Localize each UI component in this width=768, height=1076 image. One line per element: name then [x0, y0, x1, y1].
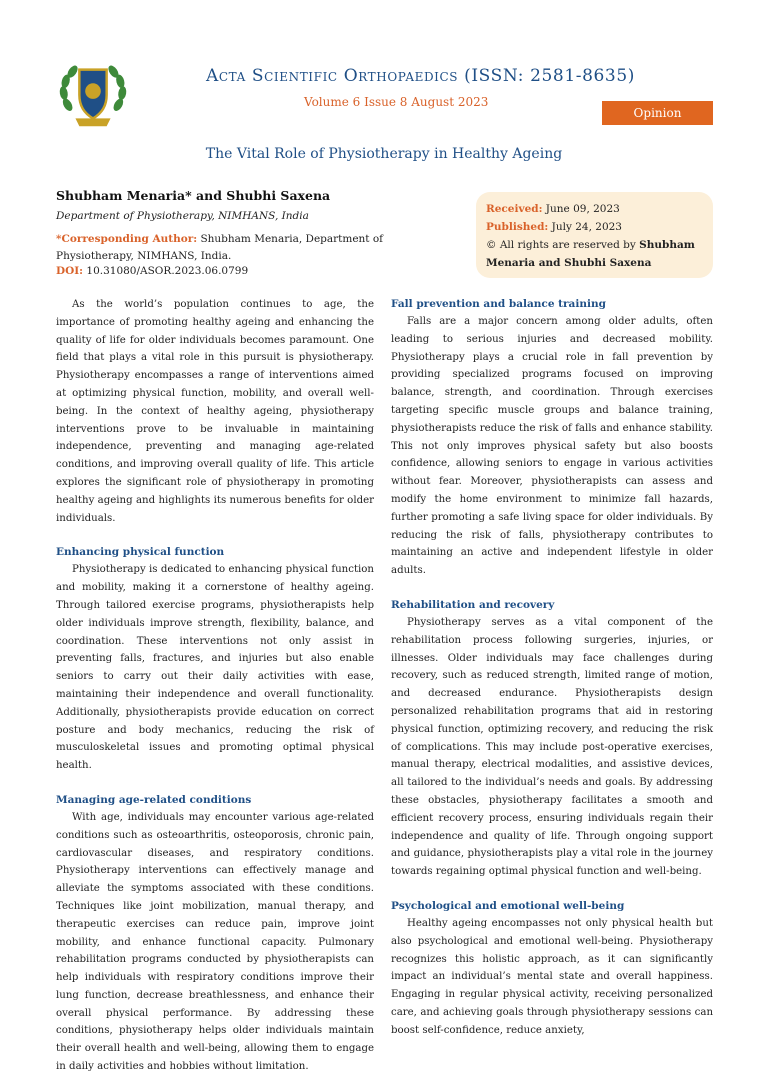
journal-logo: [54, 56, 132, 134]
article-title: The Vital Role of Physiotherapy in Healthy Ageing: [205, 146, 563, 162]
affiliation: Department of Physiotherapy, NIMHANS, India: [56, 210, 309, 222]
published-label: Published:: [486, 221, 549, 233]
section-paragraph: Falls are a major concern among older adults, often leading to serious injuries and decreased mobility. Physiotherapy plays a crucial role in fall prevention by providing specialized programs focused on improving balance, strength, and coordination. Through exercises targeting specific muscle groups and balance training, physiotherapists reduce the risk of falls and enhance stability. This not only improves physical safety but also boosts confidence, allowing seniors to engage in various activities without fear. Moreover, physiotherapists can assess and modify the home environment to minimize fall hazards, further promoting a safe living space for older individuals. By reducing the risk of falls, physiotherapy contributes to maintaining an active and independent lifestyle in older adults.: [391, 316, 713, 577]
article-type-badge: Opinion: [602, 101, 713, 125]
doi-label: DOI:: [56, 265, 84, 277]
rights-line: [486, 236, 708, 272]
section-paragraph: Healthy ageing encompasses not only physical health but also psychological and emotional well-being. Physiotherapy recognizes this holistic approach, as it can significantly impact an individual’s mental state and overall happiness. Engaging in regular physical activity, receiving personalized care, and achieving goals through physiotherapy sessions can boost self-confidence, reduce anxiety,: [391, 917, 713, 1036]
published-date: July 24, 2023: [548, 221, 622, 233]
section-heading: Psychological and emotional well-being: [391, 899, 625, 912]
corresponding-label: *Corresponding Author:: [56, 233, 198, 245]
right-column: [391, 296, 713, 1039]
rights-text: © All rights are reserved by: [486, 239, 640, 251]
section-heading: Fall prevention and balance training: [391, 298, 606, 310]
issue-info: Volume 6 Issue 8 August 2023: [304, 95, 489, 109]
received-line: [486, 200, 708, 218]
doi[interactable]: [56, 265, 248, 277]
corresponding-author: [56, 231, 436, 265]
article-dates-box: [476, 192, 713, 278]
journal-name: Acta Scientific Orthopaedics (ISSN: 2581-8635): [206, 66, 635, 86]
authors: Shubham Menaria* and Shubhi Saxena: [56, 188, 331, 203]
section-paragraph: With age, individuals may encounter various age-related conditions such as osteoarthritis, osteoporosis, chronic pain, cardiovascular diseases, and respiratory conditions. Physiotherapy interventions can effectively manage and alleviate the symptoms associated with these conditions. Techniques like joint mobilization, manual therapy, and therapeutic exercises can reduce pain, improve joint mobility, and enhance functional capacity. Pulmonary rehabilitation programs conducted by physiotherapists can help individuals with respiratory conditions improve their lung function, decrease breathlessness, and enhance their overall physical performance. By addressing these conditions, physiotherapy helps older individuals maintain their overall health and well-being, allowing them to engage in daily activities and hobbies without limitation.: [56, 811, 374, 1073]
section-heading: Managing age-related conditions: [56, 793, 252, 806]
section-heading: Rehabilitation and recovery: [391, 598, 555, 611]
published-line: [486, 218, 708, 236]
received-date: June 09, 2023: [542, 203, 620, 215]
received-label: Received:: [486, 203, 543, 215]
doi-value[interactable]: 10.31080/ASOR.2023.06.0799: [83, 265, 249, 277]
left-column: [56, 296, 374, 1076]
corresponding-text: Shubham Menaria, Department of Physiotherapy, NIMHANS, India.: [56, 233, 384, 262]
intro-paragraph: As the world’s population continues to age, the importance of promoting healthy ageing and enhancing the quality of life for older individuals becomes paramount. One field that plays a vital role in this pursuit is physiotherapy. Physiotherapy encompasses a range of interventions aimed at optimizing physical function, mobility, and overall well-being. In the context of healthy ageing, physiotherapy interventions prove to be invaluable in maintaining independence, preventing and managing age-related conditions, and improving overall quality of life. This article explores the significant role of physiotherapy in promoting healthy ageing and highlights its numerous benefits for older individuals.: [56, 299, 374, 524]
section-heading: Enhancing physical function: [56, 546, 225, 559]
section-paragraph: Physiotherapy is dedicated to enhancing physical function and mobility, making it a cornerstone of healthy ageing. Through tailored exercise programs, physiotherapists help older individuals improve strength, flexibility, balance, and coordination. These interventions not only assist in preventing falls, fractures, and injuries but also enable seniors to carry out their daily activities with ease, maintaining their independence and overall functionality. Additionally, physiotherapists provide education on correct posture and body mechanics, reducing the risk of musculoskeletal issues and promoting optimal physical health.: [56, 564, 374, 772]
rights-holder: Shubham Menaria and Shubhi Saxena: [486, 239, 695, 269]
section-paragraph: Physiotherapy serves as a vital component of the rehabilitation process following surgeries, injuries, or illnesses. Older individuals may face challenges during recovery, such as reduced strength, limited range of motion, and decreased endurance. Physiotherapists design personalized rehabilitation programs that aid in restoring physical function, optimizing recovery, and reducing the risk of complications. This may include post-operative exercises, manual therapy, electrical modalities, and assistive devices, all tailored to the individual’s needs and goals. By addressing these obstacles, physiotherapy facilitates a smooth and efficient recovery process, ensuring individuals regain their independence and quality of life. Through ongoing support and guidance, physiotherapists play a vital role in the journey towards regaining optimal physical function and well-being.: [391, 616, 713, 878]
